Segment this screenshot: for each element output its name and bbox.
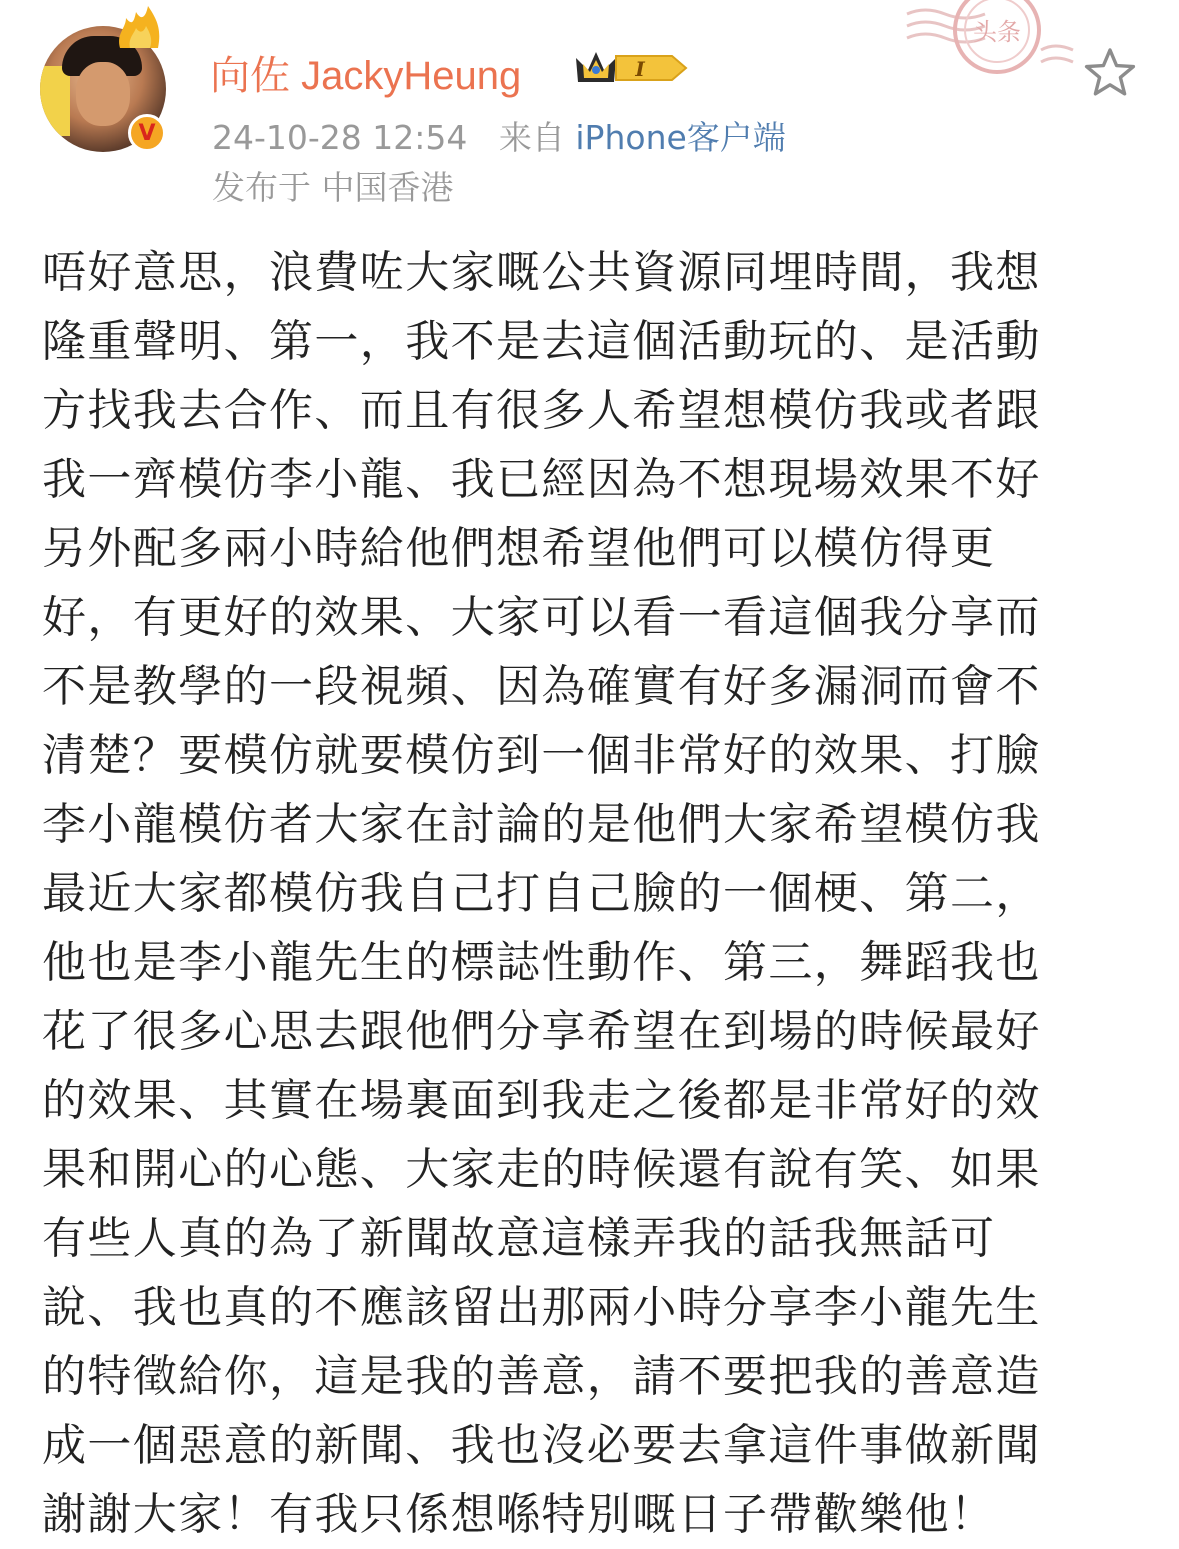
post-line: 不是教學的一段視頻、因為確實有好多漏洞而會不 (42, 661, 1041, 712)
post-line: 的特徵給你，這是我的善意，請不要把我的善意造 (42, 1351, 1041, 1402)
post-line: 果和開心的心態、大家走的時候還有說有笑、如果 (42, 1144, 1041, 1195)
avatar-background (40, 66, 70, 136)
star-outline-icon[interactable] (1082, 46, 1138, 102)
post-line: 隆重聲明、第一，我不是去這個活動玩的、是活動 (42, 316, 1041, 367)
post-line: 有些人真的為了新聞故意這樣弄我的話我無話可 (42, 1213, 996, 1264)
username[interactable]: 向佐 JackyHeung (210, 54, 522, 98)
post-meta (212, 112, 786, 159)
avatar-face (76, 62, 130, 126)
crown-vip-icon[interactable] (574, 48, 690, 88)
post-line: 花了很多心思去跟他們分享希望在到場的時候最好 (42, 1006, 1041, 1057)
post-line: 他也是李小龍先生的標誌性動作、第三，舞蹈我也 (42, 937, 1041, 988)
post-line: 說、我也真的不應該留出那兩小時分享李小龍先生 (42, 1282, 1041, 1333)
post-source-prefix: 来自 (498, 118, 565, 157)
verified-badge: V (128, 114, 166, 152)
post-line: 成一個惡意的新聞、我也沒必要去拿這件事做新聞 (42, 1420, 1041, 1471)
post-line: 好，有更好的效果、大家可以看一看這個我分享而 (42, 592, 1041, 643)
post-line: 最近大家都模仿我自己打自己臉的一個梗、第二， (42, 868, 1041, 919)
flame-badge-icon (112, 4, 168, 48)
stamp-text: 头条 (973, 18, 1021, 46)
post-line: 我一齊模仿李小龍、我已經因為不想現場效果不好 (42, 454, 1041, 505)
post-body (42, 238, 1138, 1549)
post-line: 唔好意思，浪費咗大家嘅公共資源同埋時間，我想 (42, 247, 1041, 298)
postmark-stamp-icon (905, 0, 1075, 90)
post-location: 发布于 中国香港 (212, 168, 454, 207)
post-source-link[interactable]: iPhone客户端 (575, 118, 786, 157)
post-line: 李小龍模仿者大家在討論的是他們大家希望模仿我 (42, 799, 1041, 850)
post-line: 方找我去合作、而且有很多人希望想模仿我或者跟 (42, 385, 1041, 436)
post-line: 清楚？要模仿就要模仿到一個非常好的效果、打臉 (42, 730, 1041, 781)
vip-level-label: I (635, 57, 645, 81)
post-timestamp: 24-10-28 12:54 (212, 118, 468, 157)
post-line: 的效果、其實在場裏面到我走之後都是非常好的效 (42, 1075, 1041, 1126)
post-line: 另外配多兩小時給他們想希望他們可以模仿得更 (42, 523, 996, 574)
post-line: 謝謝大家！有我只係想喺特別嘅日子帶歡樂他！ (42, 1489, 996, 1540)
